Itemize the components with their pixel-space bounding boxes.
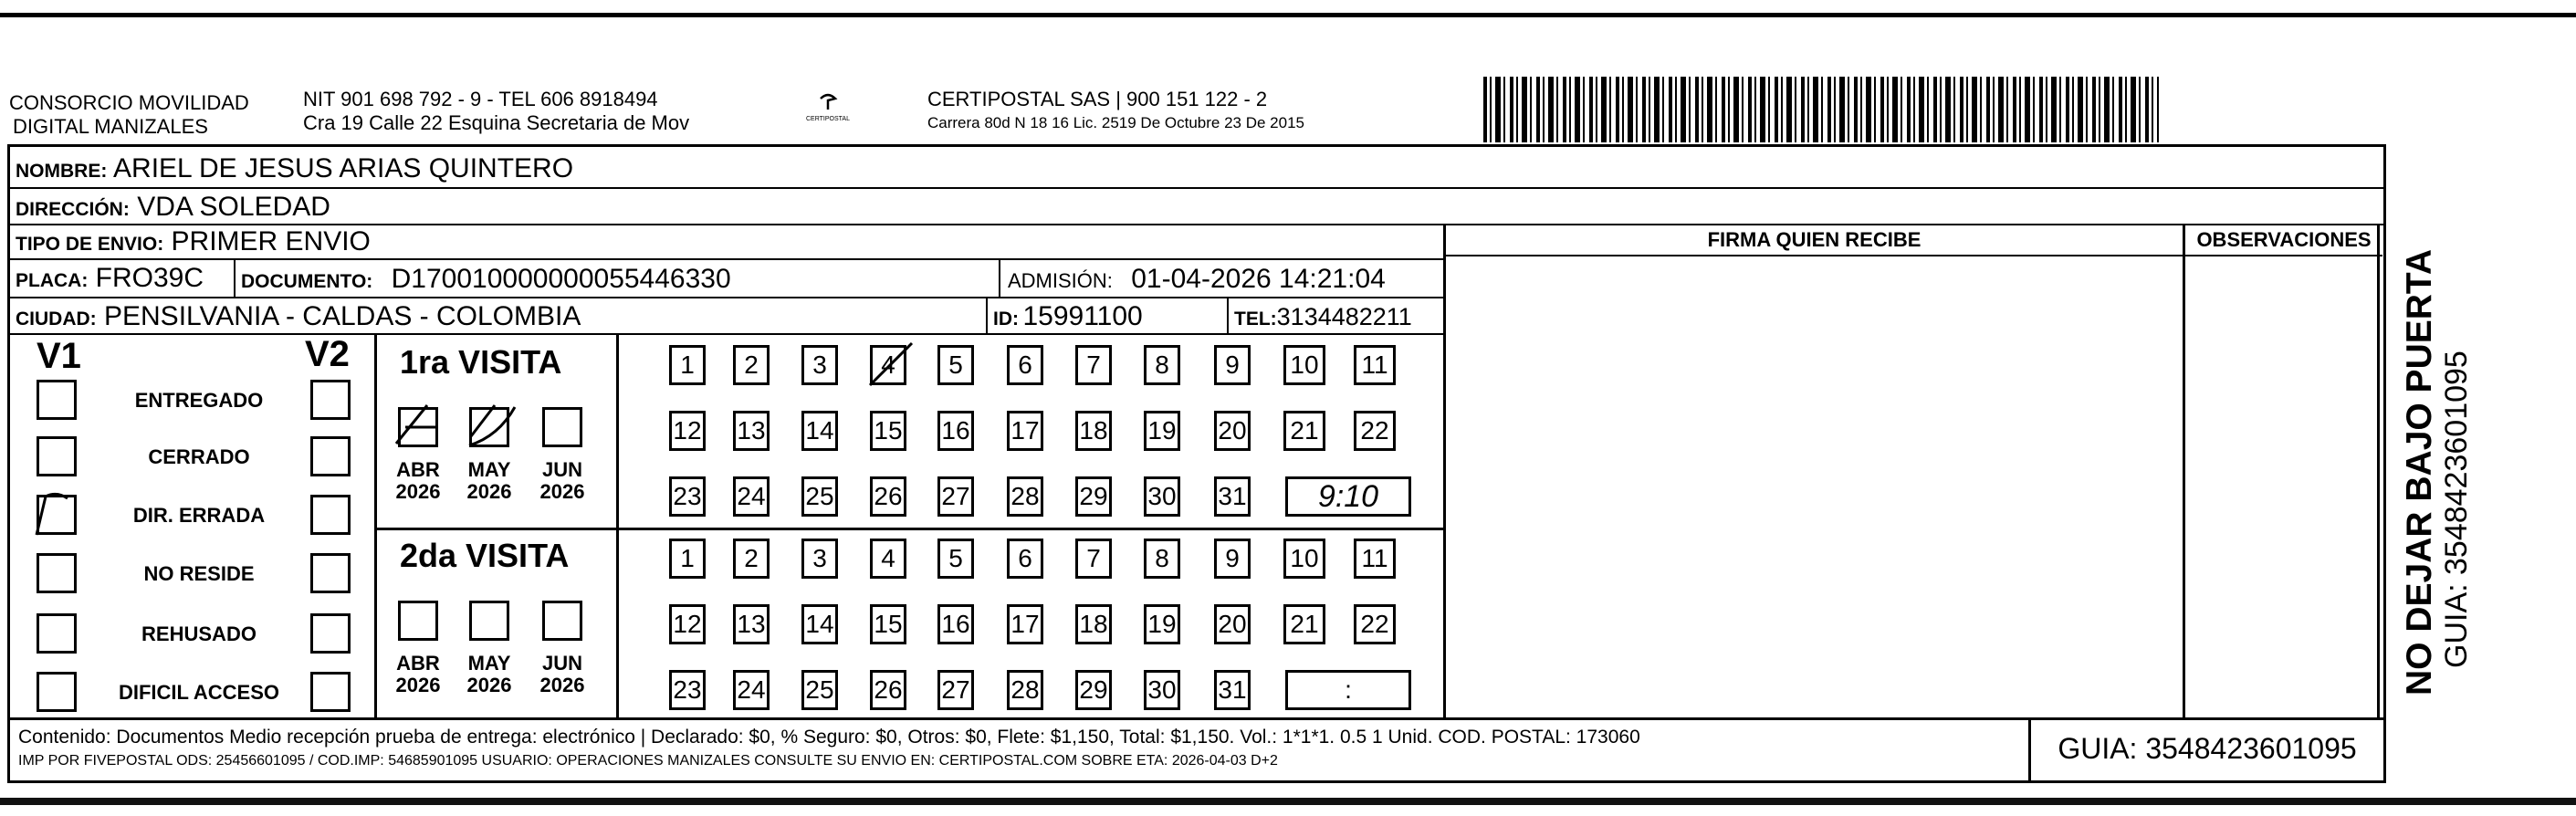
first-visit-title: 1ra VISITA [400, 343, 562, 381]
day-box[interactable]: 29 [1075, 670, 1112, 710]
imp-line: IMP POR FIVEPOSTAL ODS: 25456601095 / COD.IMP: 54685901095 USUARIO: OPERACIONES MANIZALES CONSULTE SU ENVIO EN: CERTIPOSTAL.COM SOBRE ETA: 2026-04-03 D+2 [18, 753, 1278, 769]
status-option-label: CERRADO [148, 445, 250, 468]
guia-box: GUIA: 3548423601095 [2058, 732, 2357, 765]
divider [234, 260, 236, 297]
day-box[interactable]: 27 [937, 670, 974, 710]
carrier-line-2: Carrera 80d N 18 16 Lic. 2519 De Octubre 23 De 2015 [927, 114, 1304, 131]
day-box[interactable]: 26 [870, 670, 906, 710]
id-field [993, 301, 1143, 332]
day-box[interactable]: 23 [669, 670, 706, 710]
address-line: Cra 19 Calle 22 Esquina Secretaria de Mov [303, 111, 690, 134]
day-box[interactable]: 24 [733, 476, 770, 517]
year-label: 2026 [539, 480, 585, 503]
year-label: 2026 [466, 674, 512, 696]
day-box[interactable]: 8 [1144, 539, 1180, 579]
check-mark-icon [863, 338, 917, 392]
divider [986, 298, 988, 333]
top-border-line [0, 13, 2576, 17]
company-line-2: DIGITAL MANIZALES [13, 115, 208, 138]
month-label: MAY [467, 458, 511, 481]
day-box[interactable]: 25 [801, 476, 838, 517]
day-box[interactable]: 15 [870, 604, 906, 644]
row-tipo [10, 225, 1443, 260]
day-box[interactable]: 5 [937, 345, 974, 385]
carrier-logo-icon [818, 93, 838, 111]
month-label: JUN [541, 458, 582, 481]
day-box[interactable]: 19 [1144, 411, 1180, 451]
day-box[interactable]: 16 [937, 411, 974, 451]
divider [1443, 225, 1446, 717]
second-visit-title: 2da VISITA [400, 537, 570, 574]
day-box[interactable]: 2 [733, 539, 770, 579]
month-label: MAY [467, 652, 511, 675]
year-label: 2026 [539, 674, 585, 696]
company-name [9, 91, 249, 139]
day-box[interactable]: 14 [801, 411, 838, 451]
day-box[interactable]: 17 [1007, 411, 1043, 451]
day-box[interactable]: 18 [1075, 411, 1112, 451]
documento-label: DOCUMENTO: [241, 271, 373, 292]
month-label: ABR [396, 652, 440, 675]
month-checkbox[interactable] [542, 407, 582, 447]
year-label: 2026 [395, 674, 441, 696]
v1-checkbox[interactable] [37, 436, 77, 476]
day-box[interactable]: 2 [733, 345, 770, 385]
month-label: ABR [396, 458, 440, 481]
divider [10, 717, 2383, 720]
month-checkbox[interactable] [469, 601, 509, 641]
documento-field [241, 264, 731, 295]
month-checkbox[interactable] [542, 601, 582, 641]
no-dejar-text: NO DEJAR BAJO PUERTA [2400, 248, 2439, 696]
day-box[interactable]: 10 [1283, 539, 1325, 579]
divider [374, 335, 377, 717]
bottom-border-line [0, 798, 2576, 805]
day-box[interactable]: 14 [801, 604, 838, 644]
footer-text [18, 725, 2017, 772]
v1-label: V1 [37, 336, 81, 376]
nombre-label: NOMBRE: [16, 161, 108, 182]
day-box[interactable]: 10 [1283, 345, 1325, 385]
day-box[interactable]: 29 [1075, 476, 1112, 517]
day-box[interactable]: 19 [1144, 604, 1180, 644]
admision-label: ADMISIÓN: [1008, 269, 1113, 292]
direccion-value: VDA SOLEDAD [137, 192, 330, 222]
divider [2377, 225, 2380, 717]
day-box[interactable]: 5 [937, 539, 974, 579]
v2-checkbox[interactable] [310, 672, 351, 712]
day-box[interactable]: 1 [669, 539, 706, 579]
day-box[interactable]: 7 [1075, 345, 1112, 385]
carrier-logo-text: CERTIPOSTAL [806, 116, 850, 122]
v2-checkbox[interactable] [310, 436, 351, 476]
placa-value: FRO39C [95, 263, 204, 293]
day-box[interactable]: 8 [1144, 345, 1180, 385]
documento-value: D170010000000055446330 [391, 264, 731, 294]
v1-checkbox[interactable] [37, 672, 77, 712]
row-direccion [10, 189, 2383, 225]
tel-value: 3134482211 [1276, 303, 1412, 330]
divider [999, 260, 1000, 297]
day-box[interactable]: 12 [669, 604, 706, 644]
company-line-1: CONSORCIO MOVILIDAD [9, 91, 249, 114]
v1-checkbox[interactable] [37, 553, 77, 593]
carrier-logo [805, 93, 851, 122]
day-box[interactable]: 9 [1214, 539, 1251, 579]
day-box[interactable]: 17 [1007, 604, 1043, 644]
divider [616, 335, 619, 717]
year-label: 2026 [466, 480, 512, 503]
side-guia-text: GUIA: 3548423601095 [2439, 350, 2474, 668]
day-box[interactable]: 20 [1214, 604, 1251, 644]
day-box[interactable]: 16 [937, 604, 974, 644]
day-box[interactable]: 20 [1214, 411, 1251, 451]
placa-label: PLACA: [16, 270, 89, 291]
v1-checkbox[interactable] [37, 613, 77, 654]
day-box[interactable]: 21 [1283, 604, 1325, 644]
day-box[interactable]: 22 [1354, 604, 1396, 644]
day-box[interactable]: 25 [801, 670, 838, 710]
tel-field [1234, 303, 1412, 331]
day-box[interactable]: 12 [669, 411, 706, 451]
day-box[interactable]: 22 [1354, 411, 1396, 451]
divider [1227, 298, 1229, 333]
status-option-label: ENTREGADO [134, 389, 264, 412]
side-text [2401, 148, 2483, 696]
nit-line: NIT 901 698 792 - 9 - TEL 606 8918494 [303, 88, 658, 110]
observaciones-header: OBSERVACIONES [2185, 225, 2382, 256]
day-box[interactable]: 21 [1283, 411, 1325, 451]
day-box[interactable]: 4 [870, 345, 906, 385]
barcode [1483, 77, 2159, 142]
tipo-label: TIPO DE ENVIO: [16, 234, 164, 255]
carrier-info [927, 88, 1304, 133]
day-box[interactable]: 18 [1075, 604, 1112, 644]
status-option-label: DIR. ERRADA [132, 504, 266, 527]
ciudad-label: CIUDAD: [16, 309, 97, 330]
carrier-line-1: CERTIPOSTAL SAS | 900 151 122 - 2 [927, 88, 1268, 110]
day-box[interactable]: 23 [669, 476, 706, 517]
day-box[interactable]: 6 [1007, 345, 1043, 385]
check-mark-icon [462, 400, 520, 455]
ciudad-value: PENSILVANIA - CALDAS - COLOMBIA [104, 301, 581, 331]
divider [2183, 225, 2185, 717]
day-box[interactable]: 11 [1354, 539, 1396, 579]
day-box[interactable]: 24 [733, 670, 770, 710]
v2-checkbox[interactable] [310, 380, 351, 420]
admision-field [1008, 264, 1386, 295]
nombre-value: ARIEL DE JESUS ARIAS QUINTERO [113, 153, 574, 183]
day-box[interactable]: 13 [733, 604, 770, 644]
check-mark-icon [29, 487, 84, 539]
divider [377, 528, 1443, 530]
day-box[interactable]: 15 [870, 411, 906, 451]
month-checkbox[interactable] [398, 601, 438, 641]
day-box[interactable]: 3 [801, 345, 838, 385]
day-box[interactable]: 28 [1007, 670, 1043, 710]
v2-checkbox[interactable] [310, 495, 351, 535]
v1-checkbox[interactable] [37, 380, 77, 420]
direccion-label: DIRECCIÓN: [16, 199, 130, 220]
admision-value: 01-04-2026 14:21:04 [1131, 264, 1386, 294]
tel-label: TEL: [1234, 309, 1277, 330]
status-option-label: REHUSADO [141, 622, 257, 645]
day-box[interactable]: 6 [1007, 539, 1043, 579]
v2-checkbox[interactable] [310, 613, 351, 654]
day-box[interactable]: 28 [1007, 476, 1043, 517]
day-box[interactable]: 31 [1214, 670, 1251, 710]
contenido-line: Contenido: Documentos Medio recepción prueba de entrega: electrónico | Declarado: $0, % Seguro: $0, Otros: $0, Flete: $1,150, Total: $1,150. Vol.: 1*1*1. 0.5 1 Unid. COD. POSTAL: 173060 [18, 727, 1640, 748]
firma-header: FIRMA QUIEN RECIBE [1446, 225, 2183, 256]
check-mark-icon [391, 400, 449, 455]
day-box[interactable]: 7 [1075, 539, 1112, 579]
id-value: 15991100 [1022, 301, 1143, 331]
row-nombre [10, 147, 2383, 189]
day-box[interactable]: 31 [1214, 476, 1251, 517]
day-box[interactable]: 11 [1354, 345, 1396, 385]
id-label: ID: [993, 309, 1019, 330]
day-box[interactable]: 13 [733, 411, 770, 451]
divider [2028, 720, 2031, 780]
status-option-label: NO RESIDE [143, 562, 255, 585]
day-box[interactable]: 27 [937, 476, 974, 517]
year-label: 2026 [395, 480, 441, 503]
company-contact [303, 88, 689, 135]
first-visit-time-box[interactable]: 9:10 [1285, 476, 1411, 517]
day-box[interactable]: 30 [1144, 670, 1180, 710]
day-box[interactable]: 9 [1214, 345, 1251, 385]
day-box[interactable]: 26 [870, 476, 906, 517]
day-box[interactable]: 1 [669, 345, 706, 385]
day-box[interactable]: 4 [870, 539, 906, 579]
day-box[interactable]: 3 [801, 539, 838, 579]
month-label: JUN [541, 652, 582, 675]
second-visit-time-box[interactable]: : [1285, 670, 1411, 710]
tipo-value: PRIMER ENVIO [171, 226, 371, 256]
v2-checkbox[interactable] [310, 553, 351, 593]
status-option-label: DIFICIL ACCESO [118, 681, 279, 704]
day-box[interactable]: 30 [1144, 476, 1180, 517]
v2-label: V2 [305, 334, 350, 374]
